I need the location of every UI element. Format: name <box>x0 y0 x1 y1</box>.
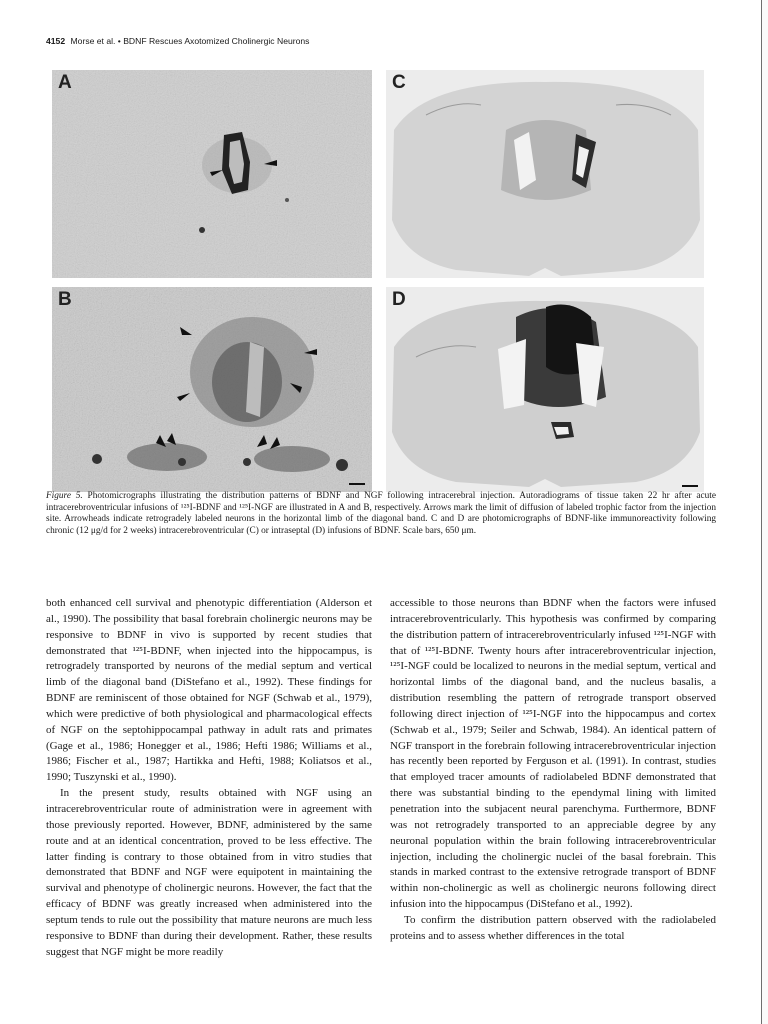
caption-text: Photomicrographs illustrating the distribution patterns of BDNF and NGF following intracerebral injection. Autoradiograms of tissue taken 22 hr after acute intracerebroventricular infusions of ¹²⁵I-BDNF and ¹²⁵I-NGF are illustrated in A and B, respectively. Arrows mark the limit of diffusion of labeled trophic factor from the injection site. Arrowheads indicate retrogradely labeled neurons in the horizontal limb of the diagonal band. C and D are photomicrographs of BDNF-like immunoreactivity following chronic (12 μg/d for 2 weeks) intracerebroventricular (C) or intraseptal (D) infusions of BDNF. Scale bars, 650 μm. <box>46 491 716 536</box>
figure-panel-c <box>386 70 704 278</box>
figure-caption <box>46 491 716 537</box>
body-column-right <box>390 596 716 945</box>
photomicrograph-icv-bdnf <box>386 70 704 278</box>
running-head <box>46 36 309 46</box>
paragraph: To confirm the distribution pattern observed with the radiolabeled proteins and to assess whether differences in the total <box>390 913 716 942</box>
paragraph: accessible to those neurons than BDNF when the factors were infused intracerebroventricularly. This hypothesis was confirmed by comparing the distribution pattern of intracerebroventricularly infused ¹²⁵I-NGF with that of ¹²⁵I-BDNF. Twenty hours after intracerebroventricular injection, ¹²⁵I-NGF could be localized to neurons in the medial septum, vertical and horizontal limbs of the diagonal band, and the nucleus basalis, a distribution resembling the pattern of retrograde transport observed following direct injection of ¹²⁵I-NGF into the hippocampus and cortex (Schwab et al., 1979; Seiler and Schwab, 1984). An identical pattern of NGF transport in the forebrain following intracerebroventricular injection has recently been reported by Ferguson et al. (1991). In contrast, studies that employed tracer amounts of radiolabeled BDNF demonstrated that there was substantial binding to the ependymal lining with limited penetration into the subjacent neural parenchyma. Furthermore, BDNF was not retrogradely transported to an appreciable degree by any neuronal population within the brain following intracerebroventricular injection, including the cholinergic nuclei of the basal forebrain. This stands in marked contrast to the extensive retrograde transport of BDNF within non-cholinergic as well as cholinergic neurons following direct infusion into the hippocampus (DiStefano et al., 1992). <box>390 597 716 911</box>
running-head-title: Morse et al. • BDNF Rescues Axotomized Cholinergic Neurons <box>70 36 310 46</box>
body-column-left <box>46 596 372 960</box>
panel-label-d: D <box>392 289 406 310</box>
autoradiogram-ngf <box>52 287 372 492</box>
paragraph: both enhanced cell survival and phenotypic differentiation (Alderson et al., 1990). The possibility that basal forebrain cholinergic neurons may be responsive to BDNF in vivo is supported by recent studies that demonstrated that ¹²⁵I-BDNF, when injected into the hippocampus, is retrogradely transported by neurons of the medial septum and vertical limb of the diagonal band (DiStefano et al., 1992). These findings for BDNF are reminiscent of those obtained for NGF (Schwab et al., 1979), which were predictive of both physiological and pharmacological effects of NGF on the septohippocampal pathway in adult rats and primates (Gage et al., 1986; Honegger et al., 1986; Hefti 1986; Williams et al., 1986; Fischer et al., 1987; Hartikka and Hefti, 1988; Koliatsos et al., 1990; Tuszynski et al., 1990). <box>46 597 372 784</box>
page-number: 4152 <box>46 36 66 46</box>
panel-label-c: C <box>392 72 406 93</box>
photomicrograph-intraseptal-bdnf <box>386 287 704 492</box>
autoradiogram-bdnf <box>52 70 372 278</box>
figure-panel-a <box>52 70 372 278</box>
scale-bar <box>349 483 365 485</box>
caption-lead: Figure 5. <box>46 491 83 501</box>
paragraph: In the present study, results obtained with NGF using an intracerebroventricular route of administration were in agreement with those previously reported. However, BDNF, administered by the same route and at an identical concentration, proved to be less effective. The latter finding is contrary to those obtained from in vitro studies that demonstrated that BDNF and NGF were equipotent in maintaining the survival and phenotype of cholinergic neurons. However, the fact that the efficacy of BDNF was greatly increased when administered into the septum tends to rule out the possibility that mature neurons are much less responsive to BDNF than during their development. Rather, these results suggest that NGF might be more readily <box>46 787 372 958</box>
scale-bar-d <box>682 485 698 487</box>
figure-panel-d <box>386 287 704 492</box>
panel-label-a: A <box>58 72 72 93</box>
page-edge <box>761 0 768 1024</box>
figure-panel-b <box>52 287 372 492</box>
panel-label-b: B <box>58 289 72 310</box>
